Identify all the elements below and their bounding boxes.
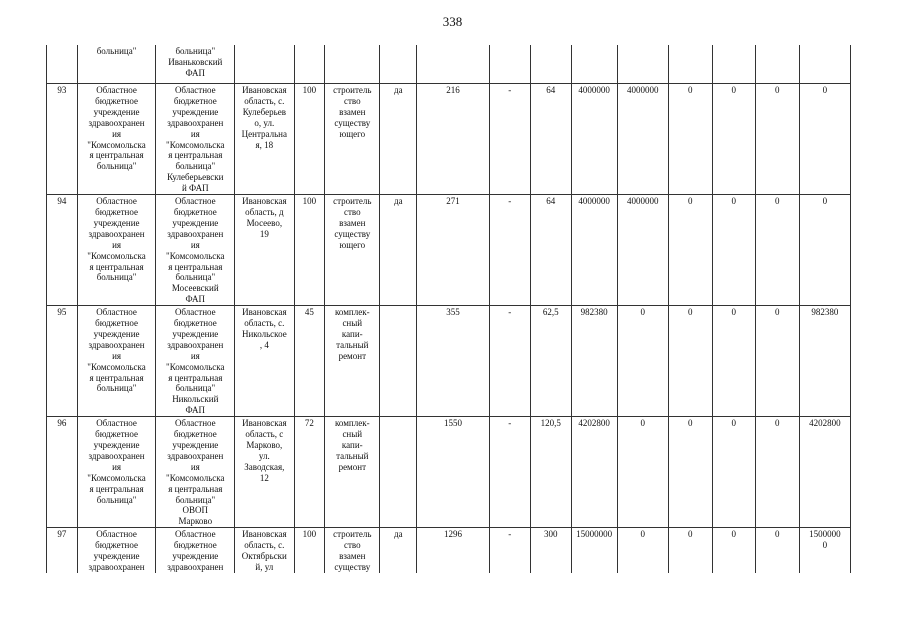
- table-cell: [417, 84, 490, 195]
- cell-text: Ивановская область, с Марково, ул. Заводская, 12: [242, 418, 287, 483]
- cell-text: 0: [731, 418, 737, 429]
- table-cell: [235, 45, 294, 84]
- cell-text: 4000000: [578, 85, 610, 95]
- table-cell: [712, 417, 755, 528]
- cell-text: Ивановская область, с. Никольское , 4: [241, 307, 287, 350]
- table-cell: [294, 528, 325, 573]
- table-cell: [156, 417, 235, 528]
- cell-text: 1500000 0: [809, 529, 841, 551]
- table-cell: [755, 195, 799, 306]
- table-cell: [530, 84, 571, 195]
- table-cell: [156, 528, 235, 573]
- table-cell: [755, 84, 799, 195]
- cell-text: Областное бюджетное учреждение здравоохранен: [167, 529, 224, 572]
- cell-text: 4000000: [626, 196, 659, 207]
- table-row: [47, 528, 851, 573]
- cell-text: строитель ство взамен существу ющего: [333, 85, 372, 139]
- table-cell: [156, 195, 235, 306]
- table-cell: [617, 417, 668, 528]
- cell-text: да: [394, 85, 403, 95]
- cell-text: 95: [57, 307, 67, 318]
- table-cell: [755, 417, 799, 528]
- cell-text: 62,5: [542, 307, 559, 318]
- cell-text: больница" Иваньковский ФАП: [168, 46, 223, 78]
- cell-text: 45: [304, 307, 314, 318]
- cell-text: 982380: [811, 307, 839, 318]
- cell-text: 0: [822, 196, 828, 207]
- cell-text: 982380: [580, 307, 608, 318]
- cell-text: 94: [57, 196, 67, 207]
- table-cell: [489, 417, 530, 528]
- cell-text: 355: [446, 307, 460, 318]
- table-cell: [571, 195, 617, 306]
- table-cell: [799, 528, 850, 573]
- table-cell: [380, 417, 417, 528]
- table-cell: [668, 528, 712, 573]
- table-cell: [325, 45, 380, 84]
- table-cell: [668, 84, 712, 195]
- cell-text: Областное бюджетное учреждение здравоохранен ия "Комсомольска я центральная больница": [87, 418, 146, 505]
- table-cell: [325, 417, 380, 528]
- table-cell: [417, 45, 490, 84]
- table-cell: [417, 528, 490, 573]
- cell-text: 0: [688, 307, 693, 318]
- cell-text: Ивановская область, с. Октябрьски й, ул: [241, 529, 287, 572]
- table-cell: [77, 528, 156, 573]
- table-cell: [712, 528, 755, 573]
- cell-text: 0: [731, 85, 737, 95]
- table-cell: [47, 528, 78, 573]
- table-cell: [755, 528, 799, 573]
- cell-text: 64: [546, 196, 556, 207]
- table-cell: [489, 528, 530, 573]
- cell-text: 271: [446, 196, 460, 207]
- table-cell: [571, 528, 617, 573]
- table-cell: [668, 417, 712, 528]
- table-cell: [799, 45, 850, 84]
- table-cell: [668, 45, 712, 84]
- table-cell: [571, 45, 617, 84]
- table-cell: [156, 45, 235, 84]
- table-cell: [380, 45, 417, 84]
- table-cell: [325, 84, 380, 195]
- table-row: [47, 306, 851, 417]
- table-cell: [380, 84, 417, 195]
- table-cell: [294, 84, 325, 195]
- table-cell: [325, 306, 380, 417]
- table-cell: [668, 195, 712, 306]
- cell-text: 97: [57, 529, 67, 540]
- cell-text: 0: [774, 307, 780, 318]
- table-cell: [47, 195, 78, 306]
- table-cell: [47, 417, 78, 528]
- table-cell: [77, 45, 156, 84]
- cell-text: строитель ство взамен существу: [333, 529, 372, 572]
- table-cell: [489, 306, 530, 417]
- table-cell: [571, 417, 617, 528]
- cell-text: 0: [640, 307, 645, 318]
- cell-text: 0: [688, 418, 693, 429]
- cell-text: 300: [543, 529, 558, 540]
- cell-text: 100: [302, 85, 317, 95]
- table-cell: [530, 306, 571, 417]
- cell-text: 120,5: [540, 418, 561, 429]
- cell-text: Областное бюджетное учреждение здравоохранен ия "Комсомольска я центральная больница" ОВОП Марково: [166, 418, 225, 527]
- cell-text: 4202800: [578, 418, 610, 429]
- table-cell: [617, 195, 668, 306]
- table-cell: [530, 45, 571, 84]
- table-cell: [156, 306, 235, 417]
- table-cell: [294, 45, 325, 84]
- table-cell: [712, 45, 755, 84]
- cell-text: Областное бюджетное учреждение здравоохранен ия "Комсомольска я центральная больница": [87, 307, 146, 394]
- cell-text: 0: [774, 196, 780, 207]
- cell-text: Областное бюджетное учреждение здравоохранен ия "Комсомольска я центральная больница" Кулеберьевски й ФАП: [166, 85, 225, 194]
- cell-text: 4000000: [626, 85, 659, 95]
- table-cell: [571, 306, 617, 417]
- table-cell: [235, 195, 294, 306]
- table-cell: [77, 84, 156, 195]
- table-cell: [235, 528, 294, 573]
- continuation-row: [47, 45, 851, 84]
- data-table: [46, 45, 851, 573]
- table-row: [47, 195, 851, 306]
- table-cell: [325, 195, 380, 306]
- table-cell: [294, 417, 325, 528]
- cell-text: -: [508, 307, 512, 318]
- cell-text: Областное бюджетное учреждение здравоохранен ия "Комсомольска я центральная больница": [87, 196, 146, 283]
- cell-text: 1550: [444, 418, 463, 429]
- cell-text: -: [508, 418, 512, 429]
- cell-text: 15000000: [576, 529, 613, 540]
- table-cell: [235, 417, 294, 528]
- table-cell: [47, 306, 78, 417]
- table-cell: [712, 306, 755, 417]
- cell-text: 4000000: [578, 196, 610, 207]
- table-cell: [156, 84, 235, 195]
- cell-text: -: [508, 529, 512, 540]
- cell-text: 0: [640, 418, 645, 429]
- table-cell: [294, 195, 325, 306]
- table-cell: [77, 306, 156, 417]
- cell-text: 0: [688, 529, 693, 540]
- cell-text: 100: [302, 529, 317, 540]
- cell-text: 100: [302, 196, 317, 207]
- table-cell: [799, 84, 850, 195]
- page-number: 338: [442, 14, 463, 29]
- cell-text: 0: [731, 529, 737, 540]
- table-cell: [668, 306, 712, 417]
- table-cell: [489, 84, 530, 195]
- table-cell: [530, 195, 571, 306]
- table-container: [46, 45, 851, 573]
- table-cell: [489, 195, 530, 306]
- cell-text: 93: [57, 85, 67, 95]
- table-cell: [617, 84, 668, 195]
- table-cell: [571, 84, 617, 195]
- table-cell: [617, 528, 668, 573]
- table-cell: [530, 417, 571, 528]
- cell-text: -: [508, 196, 512, 207]
- table-cell: [712, 84, 755, 195]
- cell-text: Областное бюджетное учреждение здравоохранен ия "Комсомольска я центральная больница" Мосеевский ФАП: [166, 196, 225, 305]
- cell-text: 0: [688, 196, 693, 207]
- table-cell: [417, 195, 490, 306]
- cell-text: Областное бюджетное учреждение здравоохранен: [88, 529, 145, 572]
- table-cell: [235, 306, 294, 417]
- cell-text: 0: [688, 85, 693, 95]
- cell-text: Ивановская область, с. Кулеберьев о, ул. Центральна я, 18: [241, 85, 287, 150]
- table-cell: [617, 45, 668, 84]
- table-cell: [77, 417, 156, 528]
- table-cell: [417, 306, 490, 417]
- table-cell: [417, 417, 490, 528]
- cell-text: 0: [731, 196, 737, 207]
- cell-text: Ивановская область, д Мосеево, 19: [242, 196, 287, 239]
- cell-text: 0: [774, 529, 780, 540]
- cell-text: 216: [446, 85, 460, 95]
- table-cell: [77, 195, 156, 306]
- cell-text: строитель ство взамен существу ющего: [333, 196, 372, 250]
- table-cell: [294, 306, 325, 417]
- table-row: [47, 84, 851, 195]
- cell-text: комплек- сный капи- тальный ремонт: [334, 418, 370, 472]
- table-cell: [755, 306, 799, 417]
- cell-text: -: [508, 85, 512, 95]
- cell-text: да: [394, 529, 403, 540]
- table-cell: [380, 195, 417, 306]
- table-cell: [799, 306, 850, 417]
- cell-text: 0: [640, 529, 645, 540]
- cell-text: 64: [546, 85, 556, 95]
- table-cell: [380, 528, 417, 573]
- cell-text: 0: [731, 307, 737, 318]
- cell-text: 0: [774, 418, 780, 429]
- table-cell: [325, 528, 380, 573]
- cell-text: 96: [57, 418, 67, 429]
- cell-text: комплек- сный капи- тальный ремонт: [334, 307, 370, 361]
- table-cell: [47, 45, 78, 84]
- table-cell: [712, 195, 755, 306]
- cell-text: Областное бюджетное учреждение здравоохранен ия "Комсомольска я центральная больница" Никольский ФАП: [166, 307, 225, 416]
- cell-text: 1296: [444, 529, 463, 540]
- cell-text: 72: [304, 418, 314, 429]
- table-row: [47, 417, 851, 528]
- table-cell: [47, 84, 78, 195]
- table-cell: [799, 195, 850, 306]
- cell-text: 0: [822, 85, 828, 95]
- cell-text: 4202800: [809, 418, 841, 429]
- cell-text: 0: [774, 85, 780, 95]
- table-cell: [380, 306, 417, 417]
- table-cell: [617, 306, 668, 417]
- cell-text: больница": [96, 46, 137, 56]
- cell-text: да: [394, 196, 403, 207]
- table-cell: [489, 45, 530, 84]
- table-cell: [755, 45, 799, 84]
- table-cell: [530, 528, 571, 573]
- table-cell: [799, 417, 850, 528]
- cell-text: Областное бюджетное учреждение здравоохранен ия "Комсомольска я центральная больница": [87, 85, 146, 172]
- table-cell: [235, 84, 294, 195]
